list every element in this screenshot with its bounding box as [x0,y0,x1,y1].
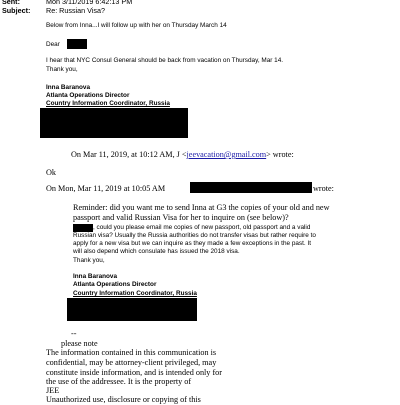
signature-title: Atlanta Operations Director [73,281,157,288]
greeting: Dear [46,41,60,48]
footer-line: the use of the addressee. It is the property of [46,377,192,386]
signature-name: Inna Baranova [73,273,118,280]
footer-note: please note [61,339,98,348]
thanks-text: Thank you, [46,66,78,73]
signature-role: Country Information Coordinator, Russia [73,290,197,297]
quote-intro-suffix: wrote: [313,184,334,193]
quote-body-line: Russian visa? Usually the Russia authorities do not transfer visas but rather require to [73,232,316,239]
quote-intro-prefix: On Mar 11, 2019, at 10:12 AM, J < [71,150,187,159]
quote-intro-suffix: > wrote: [266,150,294,159]
footer-line: confidential, may be attorney-client privileged, may [46,358,217,367]
subject-label: Subject: [2,6,31,15]
redaction-block [190,182,312,193]
sent-label: Sent: [2,0,20,6]
footer-line: constitute inside information, and is intended only for [46,368,222,377]
signature-role: Country Information Coordinator, Russia [46,100,170,107]
thanks-text: Thank you, [73,257,105,264]
quote-intro [71,150,294,160]
quote-intro-prefix: On Mon, Mar 11, 2019 at 10:05 AM [46,184,166,193]
sent-value: Mon 3/11/2019 6:42:13 PM [46,0,133,6]
signature-title: Atlanta Operations Director [46,92,130,99]
message-line: I hear that NYC Consul General should be back from vacation on Thursday, Mar 14. [46,57,284,64]
footer-line: Unauthorized use, disclosure or copying of this [46,395,201,404]
footer-dashes: -- [71,329,77,338]
quote-body-line: will also depend which consulate has issued the 2018 visa. [73,248,240,255]
redaction-block [67,39,87,49]
subject-value: Re: Russian Visa? [46,6,105,15]
quote-body-line: passport and valid Russian Visa for her to inquire on (see below)? [73,213,289,222]
signature-name: Inna Baranova [46,84,91,91]
footer-line: The information contained in this communication is [46,348,217,357]
quote-body-line: Reminder: did you want me to send Inna at G3 the copies of your old and new [73,203,330,212]
message-line: Below from Inna...I will follow up with her on Thursday March 14 [46,22,227,29]
quote-body-line: apply for a new visa but we can inquire as they made a few exceptions in the past. It [73,240,312,247]
redaction-block [40,108,188,138]
reply-text: Ok [46,168,57,177]
redaction-block [67,298,197,321]
footer-line: JEE [46,386,60,395]
quote-body-line: , could you please email me copies of new passport, old passport and a valid [93,224,311,231]
email-link[interactable]: jeevacation@gmail.com [186,150,267,159]
redaction-block [73,224,93,232]
